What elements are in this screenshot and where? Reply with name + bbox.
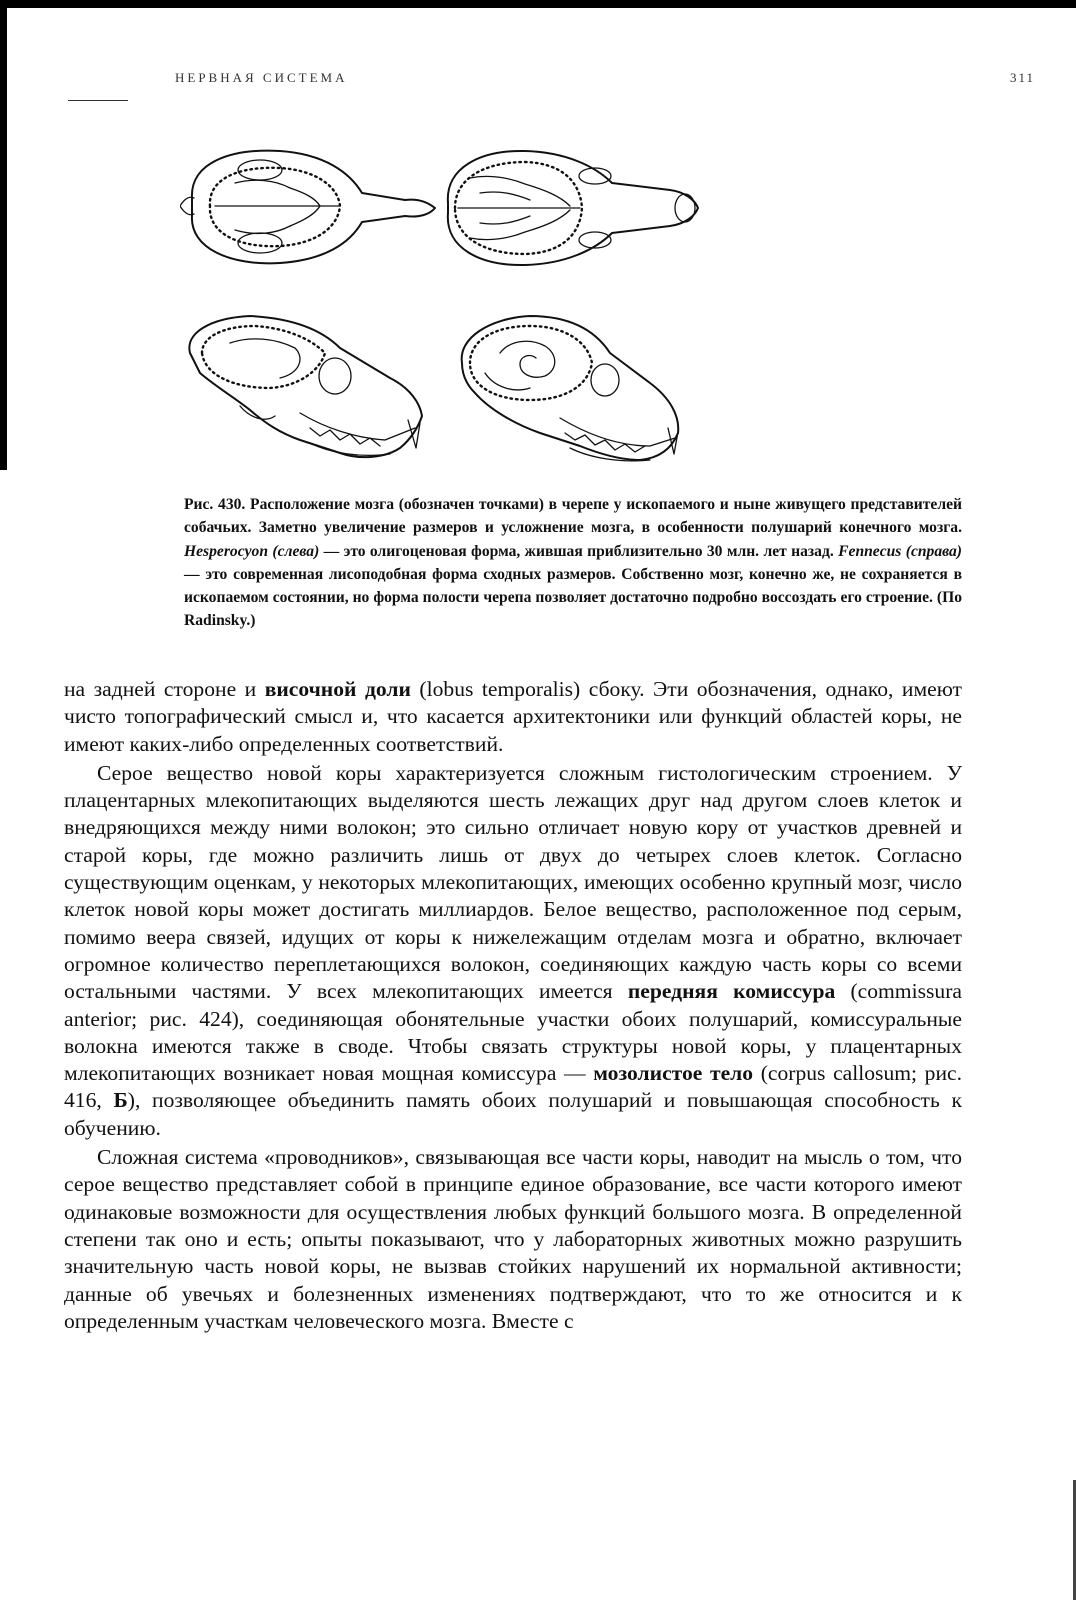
skull-top-view-hesperocyon-icon — [180, 151, 435, 264]
p2-text-e: (corpus callosum; рис. 416, — [64, 1061, 962, 1113]
term-corpus-callosum: мозолистое тело — [593, 1061, 754, 1086]
caption-text-1: Расположение мозга (обозначен точками) в черепе у ископаемого и ныне живущего представителей собачьих. Заметно увеличение размеров и усложнение мозга, в особенности полушарий конечного мозга. — [184, 496, 962, 537]
skull-side-view-fennecus-icon — [462, 316, 679, 461]
genus-hesperocyon: Hesperocyon — [184, 542, 269, 560]
caption-text-3: — это современная лисоподобная форма сходных размеров. Собственно мозг, конечно же, не сохраняется в ископаемом состоянии, но форма полости черепа позволяет достаточно подробно воссоздать его строение. (По Radinsky.) — [184, 565, 962, 630]
p2-text-g: ), позволяющее объединить память обоих полушарий и повышающая способность к обучению. — [64, 1088, 963, 1140]
paragraph-1 — [64, 676, 962, 758]
skull-side-view-hesperocyon-icon — [189, 316, 422, 457]
scan-edge-top — [0, 0, 1076, 8]
term-temporal-lobe: височной доли — [264, 677, 411, 701]
page-number: 311 — [1010, 70, 1036, 85]
term-anterior-commissure: передняя комиссура — [627, 979, 836, 1004]
caption-left-label: (слева) — [268, 542, 320, 560]
figure-ref-letter: Б — [113, 1088, 128, 1113]
p2-text-a: Серое вещество новой коры характеризуется сложным гистологическим строением. У плацентарных млекопитающих выделяются шесть лежащих друг над другом слоев клеток и внедряющихся между ними волокон; это сильно отличает новую кору от участков древней и старой коры, где можно различить лишь от двух до четырех слоев клеток. Согласно существующим оценкам, у некоторых млекопитающих, имеющих особенно крупный мозг, число клеток новой коры может достигать миллиардов. Белое вещество, расположенное под серым, помимо веера связей, идущих от коры к нижележащим отделам мозга и обратно, включает огромное количество переплетающихся волокон, соединяющих каждую часть коры со всеми остальными частями. У всех млекопитающих имеется — [64, 760, 962, 1004]
p1-text-a: на задней стороне и — [64, 677, 265, 701]
header-rule — [68, 100, 128, 101]
figure-430 — [180, 148, 715, 500]
main-text — [64, 676, 962, 1335]
skull-illustrations — [180, 148, 715, 500]
caption-text-2: — это олигоценовая форма, жившая приблизительно 30 млн. лет назад. — [319, 542, 839, 560]
caption-right-label: (справа) — [901, 542, 962, 560]
skull-top-view-fennecus-icon — [448, 151, 698, 265]
figure-label: Рис. 430. — [184, 496, 246, 513]
figure-caption — [184, 493, 962, 633]
genus-fennecus: Fennecus — [838, 542, 902, 560]
running-head: НЕРВНАЯ СИСТЕМА — [175, 70, 348, 85]
p2-text-c: (commissura anterior; рис. 424), соединяющая обонятельные участки обоих полушарий, комиссуральные волокна имеются также в своде. Чтобы связать структуры новой коры, у плацентарных млекопитающих возникает новая мощная комиссура — — [64, 979, 962, 1086]
scan-edge-left — [0, 0, 7, 470]
p1-text-c: (lobus temporalis) сбоку. Эти обозначения, однако, имеют чисто топографический смысл и, что касается архитектоники или функций областей коры, не имеют каких-либо определенных соответствий. — [64, 677, 962, 756]
paragraph-2 — [64, 760, 962, 1142]
paragraph-3: Сложная система «проводников», связывающая все части коры, наводит на мысль о том, что серое вещество представляет собой в принципе единое образование, все части которого имеют одинаковые возможности для осуществления любых функций большого мозга. В определенной степени так оно и есть; опыты показывают, что у лабораторных животных можно разрушить значительную часть новой коры, не вызвав стойких нарушений их нормальной активности; данные об увечьях и болезненных изменениях подтверждают, что то же относится и к определенным участкам человеческого мозга. Вместе с — [64, 1145, 962, 1333]
